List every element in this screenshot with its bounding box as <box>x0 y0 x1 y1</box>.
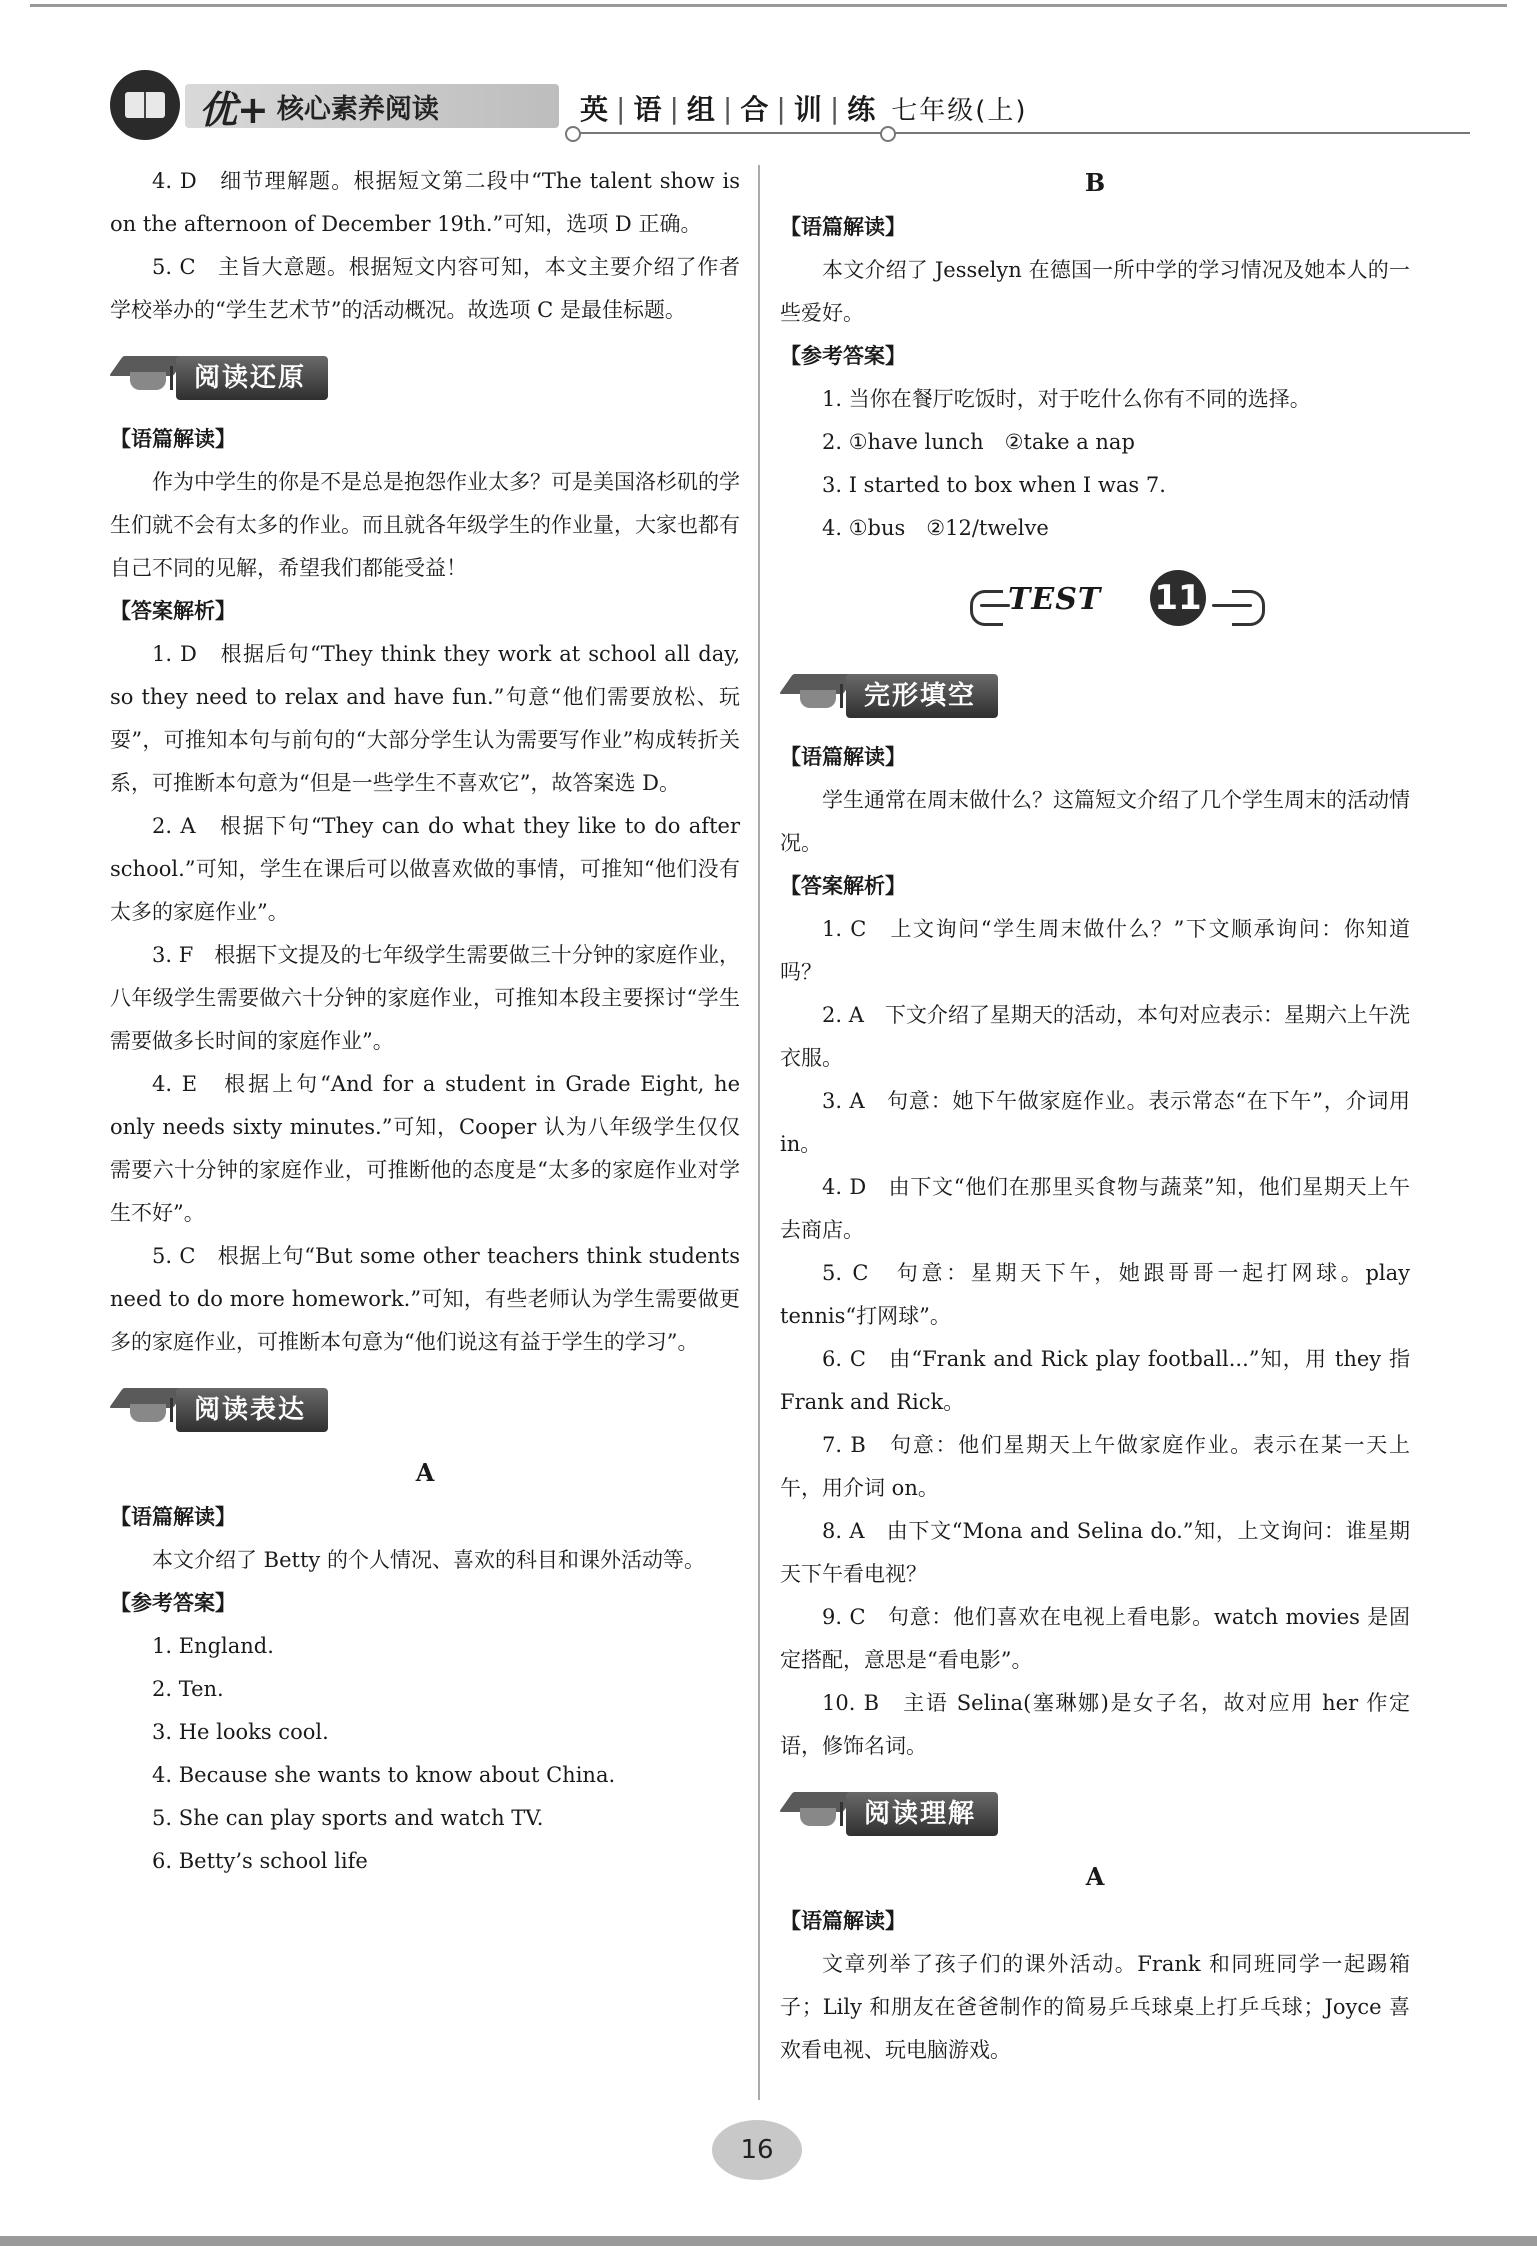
section-banner-cloze <box>780 666 1410 726</box>
answer-paragraph: 4. D 由下文“他们在那里买食物与蔬菜”知，他们星期天上午去商店。 <box>780 1175 1410 1242</box>
header-dot <box>880 126 896 142</box>
test-number: 11 <box>1150 570 1206 626</box>
answer-line: 2. ①have lunch ②take a nap <box>822 430 1135 454</box>
answer-paragraph: 1. C 上文询问“学生周末做什么？”下文顺承询问：你知道吗？ <box>780 917 1410 984</box>
section-tag: 【语篇解读】 <box>110 427 236 451</box>
section-tag: 【语篇解读】 <box>780 745 906 769</box>
answer-paragraph: 1. D 根据后句“They think they work at school all day, so they need to relax and have fun.”句意“他们需要放松、玩耍”，可推知本句与前句的“大部分学生认为需要写作业”构成转折关系，可推断本句意为“但是一些学生不喜欢它”，故答案选 D。 <box>110 642 740 795</box>
series-char: 英 <box>580 93 611 126</box>
page-number: 16 <box>712 2120 802 2180</box>
passage-summary: 本文介绍了 Jesselyn 在德国一所中学的学习情况及她本人的一些爱好。 <box>780 258 1410 325</box>
section-title: 阅读表达 <box>176 1388 328 1432</box>
section-title: 完形填空 <box>846 674 998 718</box>
grade-label: 七年级(上) <box>891 95 1028 126</box>
passage-summary: 作为中学生的你是不是总是抱怨作业太多？可是美国洛杉矶的学生们就不会有太多的作业。而且就各年级学生的作业量，大家也都有自己不同的见解，希望我们都能受益！ <box>110 470 740 580</box>
section-tag: 【语篇解读】 <box>780 215 906 239</box>
answer-paragraph: 8. A 由下文“Mona and Selina do.”知，上文询问：谁星期天下午看电视？ <box>780 1519 1410 1586</box>
series-char: 语 <box>633 93 664 126</box>
test-word: TEST <box>1008 582 1102 617</box>
passage-letter: A <box>415 1458 435 1487</box>
answer-line: 6. Betty’s school life <box>152 1849 368 1873</box>
answer-paragraph: 4. D 细节理解题。根据短文第二段中“The talent show is on the afternoon of December 19th.”可知，选项 D 正确。 <box>110 169 740 236</box>
answer-paragraph: 3. F 根据下文提及的七年级学生需要做三十分钟的家庭作业，八年级学生需要做六十分钟的家庭作业，可推知本段主要探讨“学生需要做多长时间的家庭作业”。 <box>110 943 740 1053</box>
section-title: 阅读理解 <box>846 1792 998 1836</box>
answer-line: 5. She can play sports and watch TV. <box>152 1806 544 1830</box>
graduation-cap-icon <box>110 1384 186 1432</box>
graduation-cap-icon <box>110 352 186 400</box>
answer-paragraph: 3. A 句意：她下午做家庭作业。表示常态“在下午”，介词用 in。 <box>780 1089 1410 1156</box>
graduation-cap-icon <box>780 1788 856 1836</box>
passage-letter: A <box>1085 1862 1105 1891</box>
series-title: 英 | 语 | 组 | 合 | 训 | 练 七年级(上) <box>580 88 1110 128</box>
section-tag: 【语篇解读】 <box>780 1909 906 1933</box>
answer-paragraph: 2. A 根据下句“They can do what they like to do after school.”可知，学生在课后可以做喜欢做的事情，可推知“他们没有太多的家庭作业”。 <box>110 814 740 924</box>
series-char: 训 <box>793 93 824 126</box>
answer-paragraph: 10. B 主语 Selina(塞琳娜)是女子名，故对应用 her 作定语，修饰名词。 <box>780 1691 1410 1758</box>
answer-paragraph: 4. E 根据上句“And for a student in Grade Eight, he only needs sixty minutes.”可知，Cooper 认为八年级学生仅仅需要六十分钟的家庭作业，可推断他的态度是“太多的家庭作业对学生不好”。 <box>110 1072 740 1225</box>
answer-line: 3. I started to box when I was 7. <box>822 473 1166 497</box>
passage-summary: 本文介绍了 Betty 的个人情况、喜欢的科目和课外活动等。 <box>152 1548 705 1572</box>
answer-line: 1. England. <box>152 1634 274 1658</box>
brand-banner <box>185 84 559 132</box>
graduation-cap-icon <box>780 670 856 718</box>
book-logo-icon <box>110 70 180 140</box>
passage-summary: 学生通常在周末做什么？这篇短文介绍了几个学生周末的活动情况。 <box>780 788 1410 855</box>
passage-letter: B <box>1084 168 1106 197</box>
bottom-rule <box>0 2236 1537 2246</box>
answer-paragraph: 5. C 句意：星期天下午，她跟哥哥一起打网球。play tennis“打网球”。 <box>780 1261 1410 1328</box>
column-divider <box>758 165 760 2100</box>
answer-paragraph: 5. C 主旨大意题。根据短文内容可知，本文主要介绍了作者学校举办的“学生艺术节”的活动概况。故选项 C 是最佳标题。 <box>110 255 740 322</box>
answer-paragraph: 6. C 由“Frank and Rick play football...”知，用 they 指 Frank and Rick。 <box>780 1347 1410 1414</box>
answer-paragraph: 7. B 句意：他们星期天上午做家庭作业。表示在某一天上午，用介词 on。 <box>780 1433 1410 1500</box>
answer-paragraph: 2. A 下文介绍了星期天的活动，本句对应表示：星期六上午洗衣服。 <box>780 1003 1410 1070</box>
series-char: 练 <box>847 93 878 126</box>
section-banner-reading-restore <box>110 348 740 408</box>
series-char: 组 <box>686 93 717 126</box>
brand-mark: 优+ <box>199 87 269 132</box>
answer-paragraph: 9. C 句意：他们喜欢在电视上看电影。watch movies 是固定搭配，意思是“看电影”。 <box>780 1605 1410 1672</box>
section-tag: 【参考答案】 <box>110 1591 236 1615</box>
top-rule <box>30 4 1507 7</box>
page-header <box>110 70 1470 140</box>
answer-paragraph: 5. C 根据上句“But some other teachers think students need to do more homework.”可知，有些老师认为学生需要做更多的家庭作业，可推断本句意为“他们说这有益于学生的学习”。 <box>110 1244 740 1354</box>
answer-line: 2. Ten. <box>152 1677 224 1701</box>
test-heading <box>780 560 1410 650</box>
section-title: 阅读还原 <box>176 356 328 400</box>
header-rule <box>570 132 1470 134</box>
brand-text: 核心素养阅读 <box>276 93 439 125</box>
section-tag: 【答案解析】 <box>780 874 906 898</box>
header-dot <box>565 126 581 142</box>
left-column <box>110 160 740 1883</box>
answer-line: 3. He looks cool. <box>152 1720 329 1744</box>
answer-line: 4. ①bus ②12/twelve <box>822 516 1049 540</box>
section-tag: 【答案解析】 <box>110 599 236 623</box>
series-char: 合 <box>740 93 771 126</box>
section-banner-reading-expression <box>110 1380 740 1440</box>
right-column <box>780 160 1410 2072</box>
passage-summary: 文章列举了孩子们的课外活动。Frank 和同班同学一起踢箱子；Lily 和朋友在爸爸制作的简易乒乓球桌上打乒乓球；Joyce 喜欢看电视、玩电脑游戏。 <box>780 1952 1410 2062</box>
section-banner-reading-comprehension <box>780 1784 1410 1844</box>
section-tag: 【参考答案】 <box>780 344 906 368</box>
answer-line: 1. 当你在餐厅吃饭时，对于吃什么你有不同的选择。 <box>822 387 1311 411</box>
section-tag: 【语篇解读】 <box>110 1505 236 1529</box>
answer-line: 4. Because she wants to know about China. <box>152 1763 616 1787</box>
